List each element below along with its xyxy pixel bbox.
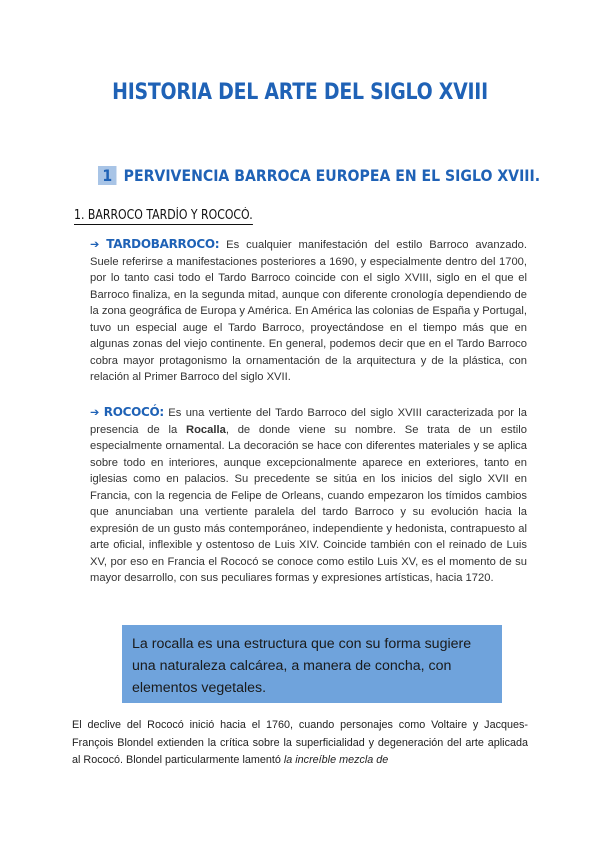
subsection-heading: 1. BARROCO TARDÍO Y ROCOCÓ. bbox=[74, 208, 253, 223]
definition-text: Es cualquier manifestación del estilo Barroco avanzado. Suele referirse a manifestaciones posteriores a 1690, y especialmente dentro del 1700, por lo tanto casi todo el Tardo Barroco coincide con el siglo XVIII, siglo en el que el Barroco finaliza, en la segunda mitad, aunque con diferente cronología dependiendo de la zona geográfica de Europa y América. En América las colonias de España y Portugal, tuvo un especial auge el Tardo Barroco, proyectándose en el tiempo más que en algunas zonas del viejo continente. En general, podemos decir que en el Tardo Barroco cobra mayor protagonismo la ornamentación de la arquitectura y de la plástica, con relación al Primer Barroco del siglo XVII. bbox=[90, 239, 527, 383]
list-item-rococo bbox=[90, 404, 527, 587]
bold-term-rocalla: Rocalla bbox=[186, 423, 226, 436]
closing-paragraph bbox=[72, 717, 528, 770]
term-rococo: ROCOCÓ: bbox=[103, 405, 164, 419]
term-tardobarroco: TARDOBARROCO: bbox=[106, 237, 220, 251]
closing-italic-text: la increíble mezcla de bbox=[283, 754, 389, 766]
document-title: HISTORIA DEL ARTE DEL SIGLO XVIII bbox=[112, 80, 488, 105]
closing-text: El declive del Rococó inició hacia el 1760, cuando personajes como Voltaire y Jacques-François Blondel extienden la crítica sobre la superficialidad y degeneración del arte aplicada al Rococó. Blondel particularmente lamentó bbox=[72, 719, 528, 766]
arrow-right-icon: ➔ bbox=[90, 406, 100, 419]
section-number: 1 bbox=[98, 166, 117, 185]
definition-text: Es una vertiente del Tardo Barroco del siglo XVIII caracterizada por la presencia de la bbox=[90, 407, 527, 436]
section-title: PERVIVENCIA BARROCA EUROPEA EN EL SIGLO XVIII. bbox=[123, 166, 541, 185]
callout-box: La rocalla es una estructura que con su forma sugiere una naturaleza calcárea, a manera de concha, con elementos vegetales. bbox=[122, 625, 502, 703]
section-heading bbox=[98, 166, 540, 185]
arrow-right-icon: ➔ bbox=[90, 238, 100, 251]
list-item-tardobarroco bbox=[90, 236, 527, 386]
definition-text-continued: , de donde viene su nombre. Se trata de un estilo especialmente ornamental. La decoración se hace con diferentes materiales y se aplica sobre todo en interiores, aunque excepcionalmente aparece en exteriores, tanto en iglesias como en palacios. Su precedente se sitúa en los inicios del siglo XVII en Francia, con la regencia de Felipe de Orleans, cuando empezaron los tímidos cambios que anunciaban una vertiente paralela del tardo Barroco y su evolución hacia la expresión de un gusto más contemporáneo, independiente y hedonista, contrapuesto al arte oficial, inflexible y ostentoso de Luis XIV. Coincide también con el reinado de Luis XV, por eso en Francia el Rococó se conoce como estilo Luis XV, es el momento de su mayor desarrollo, con sus peculiares formas y expresiones artísticas, hacia 1720. bbox=[90, 423, 527, 584]
